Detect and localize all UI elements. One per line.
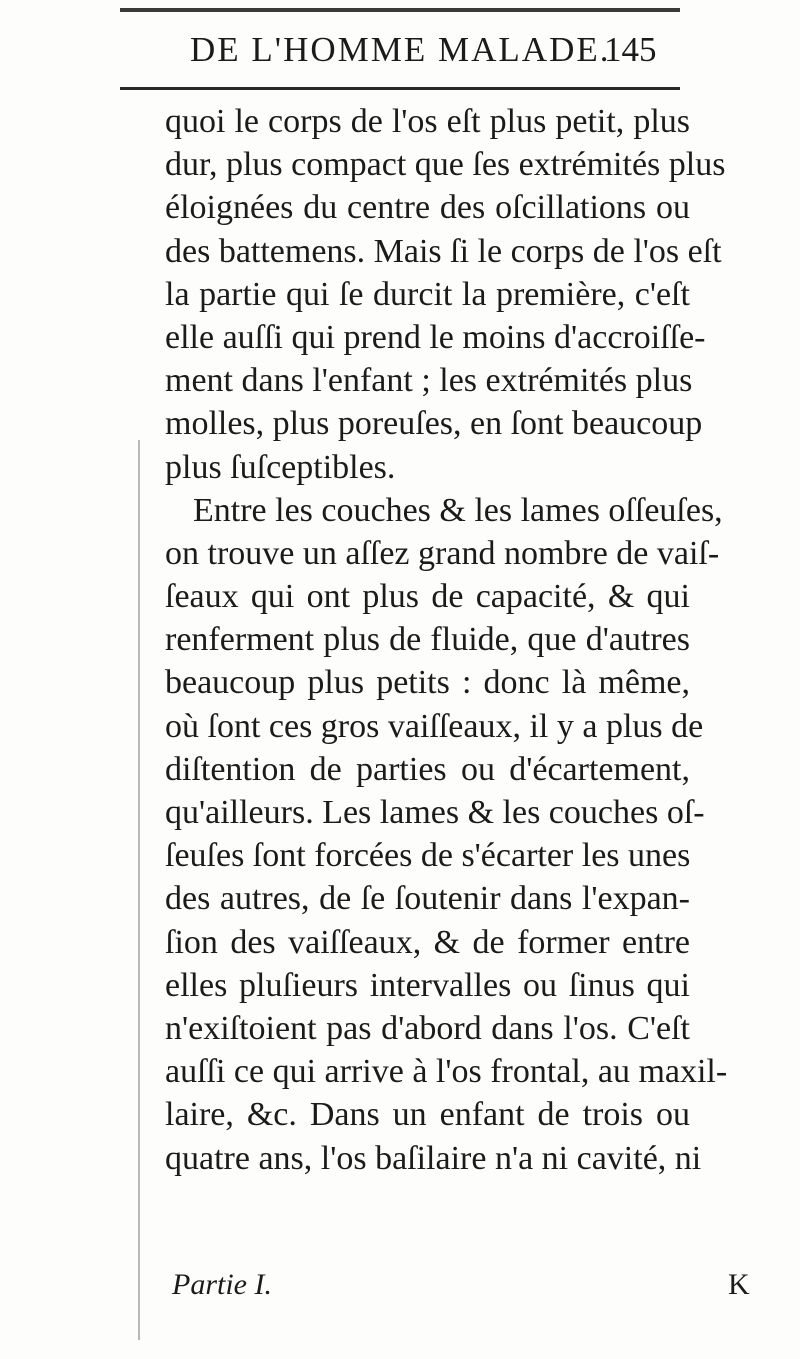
footer [172, 1268, 750, 1308]
text-line: quoi le corps de l'os eſt plus petit, plus [165, 103, 690, 140]
text-line: dur, plus compact que ſes extrémités plus [165, 146, 726, 184]
text-line: des autres, de ſe ſoutenir dans l'expan- [165, 880, 690, 918]
text-line: ſeuſes ſont forcées de s'écarter les unes [165, 837, 691, 875]
text-line: ſeaux qui ont plus de capacité, & qui [165, 578, 690, 616]
text-line: où ſont ces gros vaiſſeaux, il y a plus de [165, 707, 704, 745]
text-line: auſſi ce qui arrive à l'os frontal, au maxil- [165, 1053, 728, 1091]
text-line: n'exiſtoient pas d'abord dans l'os. C'eſt [165, 1009, 690, 1047]
page-number: 145 [604, 30, 657, 69]
text-line: on trouve un aſſez grand nombre de vaiſ- [165, 534, 720, 572]
text-line: molles, plus poreuſes, en ſont beaucoup [165, 405, 703, 443]
text-line: éloignées du centre des oſcillations ou [165, 189, 690, 227]
text-line: plus ſuſceptibles. [165, 448, 396, 486]
text-line: Entre les couches & les lames oſſeuſes, [193, 491, 723, 529]
text-line: diſtention de parties ou d'écartement, [165, 750, 690, 788]
text-line: elle auſſi qui prend le moins d'accroiſſe- [165, 318, 706, 356]
margin-shadow [138, 440, 146, 1340]
running-title: DE L'HOMME MALADE. [190, 30, 611, 69]
text-line: quatre ans, l'os baſilaire n'a ni cavité, ni [165, 1139, 702, 1177]
text-line: ſion des vaiſſeaux, & de former entre [165, 923, 690, 961]
text-line: ment dans l'enfant ; les extrémités plus [165, 362, 693, 400]
signature-mark: K [728, 1268, 750, 1301]
top-rule [120, 8, 680, 12]
text-line: elles pluſieurs intervalles ou ſinus qui [165, 966, 690, 1004]
text-line: laire, &c. Dans un enfant de trois ou [165, 1096, 690, 1134]
part-label: Partie I. [172, 1268, 272, 1301]
text-line: renferment plus de fluide, que d'autres [165, 621, 690, 659]
text-line: des battemens. Mais ſi le corps de l'os eſt [165, 232, 722, 270]
text-line: beaucoup plus petits : donc là même, [165, 664, 690, 702]
header-rule [120, 87, 680, 90]
text-line: la partie qui ſe durcit la première, c'eſt [165, 275, 690, 313]
body-text [165, 100, 728, 1180]
text-line: qu'ailleurs. Les lames & les couches oſ- [165, 794, 705, 831]
